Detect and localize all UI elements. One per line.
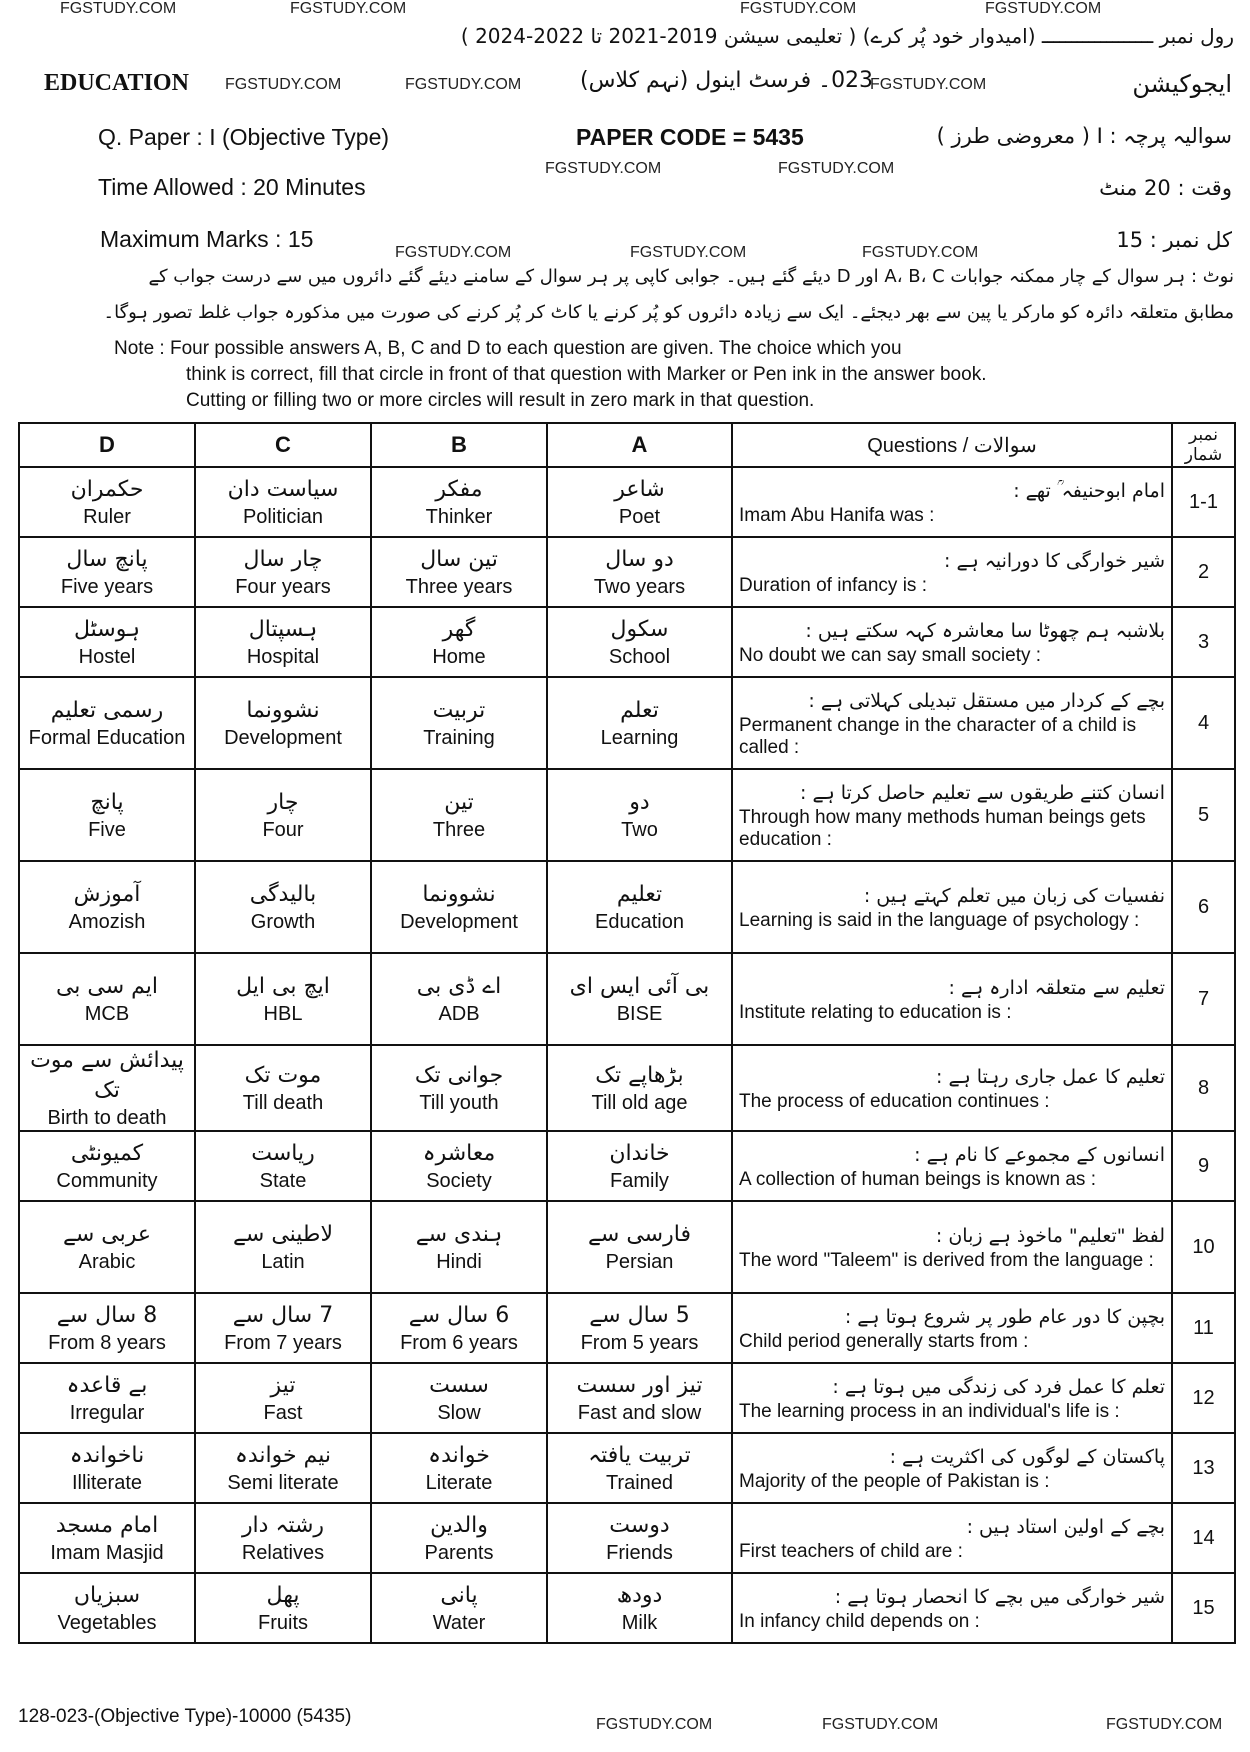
option-c-cell	[195, 467, 371, 537]
option-b-urdu: نشوونما	[422, 882, 496, 907]
footer-code: 128-023-(Objective Type)-10000 (5435)	[18, 1706, 352, 1727]
question-row	[19, 1573, 1235, 1643]
option-c-header: C	[195, 423, 371, 467]
watermark: FGSTUDY.COM	[870, 76, 987, 93]
question-text-english: The learning process in an individual's life is :	[739, 1401, 1120, 1422]
option-d-cell	[19, 607, 195, 677]
option-d-english: Imam Masjid	[50, 1542, 164, 1564]
option-c-english: Four years	[235, 576, 331, 598]
note-english-line-2: think is correct, fill that circle in front of that question with Marker or Pen ink in the answer book.	[186, 364, 987, 385]
note-urdu-line-2: مطابق متعلقہ دائرہ کو مارکر یا پین سے بھر دیجئے۔ ایک سے زیادہ دائروں کو پُر کرنے یا کاٹ کر پُر کرنے کی صورت میں مذکورہ جواب غلط تصور ہوگا۔	[103, 302, 1234, 323]
watermark: FGSTUDY.COM	[545, 160, 662, 177]
table-header-row	[19, 423, 1235, 467]
question-text-urdu: امام ابوحنیفہ ؒ تھے :	[1013, 480, 1165, 502]
option-d-english: Community	[56, 1170, 158, 1192]
question-number: 10	[1172, 1201, 1235, 1293]
option-c-cell	[195, 1293, 371, 1363]
question-number: 7	[1172, 953, 1235, 1045]
note-english-line-1: Note : Four possible answers A, B, C and D to each question are given. The choice which you	[114, 338, 902, 359]
option-c-cell	[195, 1503, 371, 1573]
option-b-english: Literate	[425, 1472, 493, 1494]
option-b-cell	[371, 467, 547, 537]
option-a-english: Fast and slow	[577, 1402, 702, 1424]
option-a-urdu: دوست	[609, 1513, 670, 1538]
watermark: FGSTUDY.COM	[405, 76, 522, 93]
option-a-cell	[547, 677, 732, 769]
option-c-cell	[195, 1131, 371, 1201]
option-c-urdu: پھل	[266, 1583, 300, 1608]
option-b-cell	[371, 1433, 547, 1503]
option-a-urdu: بڑھاپے تک	[595, 1063, 684, 1088]
option-c-cell	[195, 1201, 371, 1293]
option-a-urdu: بی آئی ایس ای	[569, 974, 710, 999]
question-cell	[732, 607, 1172, 677]
question-cell	[732, 953, 1172, 1045]
question-number: 5	[1172, 769, 1235, 861]
option-a-english: Learning	[600, 727, 679, 749]
option-a-english: Persian	[605, 1251, 674, 1273]
option-b-english: Slow	[437, 1402, 481, 1424]
option-a-english: Poet	[618, 506, 661, 528]
option-c-urdu: تیز	[270, 1373, 296, 1398]
question-text-urdu: نفسیات کی زبان میں تعلم کہتے ہیں :	[863, 885, 1165, 907]
option-d-english: From 8 years	[48, 1332, 166, 1354]
option-a-english: Family	[610, 1170, 669, 1192]
paper-type-en: Q. Paper : I (Objective Type)	[98, 124, 390, 150]
option-d-english: Irregular	[69, 1402, 145, 1424]
option-b-english: Hindi	[436, 1251, 482, 1273]
option-c-cell	[195, 1363, 371, 1433]
question-row	[19, 537, 1235, 607]
option-a-cell	[547, 1293, 732, 1363]
question-row	[19, 677, 1235, 769]
option-b-english: Development	[400, 911, 518, 933]
option-a-cell	[547, 861, 732, 953]
option-a-cell	[547, 1045, 732, 1131]
option-d-urdu: کمیونٹی	[70, 1141, 144, 1166]
option-b-english: Parents	[424, 1542, 494, 1564]
question-text-urdu: تعلیم سے متعلقہ ادارہ ہے :	[948, 977, 1165, 999]
option-d-cell	[19, 467, 195, 537]
option-d-english: Birth to death	[47, 1107, 167, 1129]
option-a-urdu: 5 سال سے	[589, 1303, 690, 1328]
option-d-urdu: ایم سی بی	[55, 974, 159, 999]
question-number: 11	[1172, 1293, 1235, 1363]
question-row	[19, 467, 1235, 537]
option-a-urdu: شاعر	[614, 477, 665, 502]
question-number: 9	[1172, 1131, 1235, 1201]
option-b-urdu: معاشرہ	[422, 1141, 496, 1166]
question-row	[19, 1503, 1235, 1573]
option-c-cell	[195, 953, 371, 1045]
option-a-english: BISE	[616, 1003, 663, 1025]
question-text-english: First teachers of child are :	[739, 1541, 963, 1562]
question-row	[19, 1045, 1235, 1131]
option-b-urdu: پانی	[440, 1583, 478, 1608]
maximum-marks-en: Maximum Marks : 15	[100, 226, 314, 252]
question-number: 4	[1172, 677, 1235, 769]
option-c-cell	[195, 677, 371, 769]
option-d-cell	[19, 1433, 195, 1503]
option-a-english: School	[608, 646, 671, 668]
paper-type-ur: سوالیہ پرچہ : I ( معروضی طرز )	[936, 124, 1232, 148]
option-b-cell	[371, 953, 547, 1045]
subject-title-en: EDUCATION	[44, 70, 189, 96]
option-b-english: Three	[432, 819, 486, 841]
option-d-english: Vegetables	[57, 1612, 157, 1634]
question-text-urdu: بچے کے اولین استاد ہیں :	[966, 1516, 1165, 1538]
option-a-cell	[547, 1573, 732, 1643]
option-a-english: Trained	[605, 1472, 674, 1494]
option-b-english: Three years	[405, 576, 513, 598]
option-d-urdu: آموزش	[73, 882, 141, 907]
option-b-cell	[371, 607, 547, 677]
option-a-header: A	[547, 423, 732, 467]
option-d-urdu: رسمی تعلیم	[50, 698, 164, 723]
option-c-cell	[195, 1573, 371, 1643]
option-b-cell	[371, 1363, 547, 1433]
question-cell	[732, 1201, 1172, 1293]
question-text-english: Through how many methods human beings gets education :	[739, 807, 1146, 850]
option-b-cell	[371, 861, 547, 953]
question-row	[19, 607, 1235, 677]
option-b-english: ADB	[438, 1003, 480, 1025]
option-c-english: Till death	[242, 1092, 324, 1114]
question-cell	[732, 861, 1172, 953]
watermark: FGSTUDY.COM	[822, 1716, 939, 1733]
option-c-english: From 7 years	[224, 1332, 342, 1354]
watermark: FGSTUDY.COM	[60, 0, 177, 17]
option-b-english: Till youth	[419, 1092, 499, 1114]
option-d-english: Five years	[60, 576, 154, 598]
option-d-cell	[19, 1573, 195, 1643]
option-d-urdu: امام مسجد	[55, 1513, 159, 1538]
option-d-cell	[19, 1503, 195, 1573]
option-a-english: Till old age	[591, 1092, 688, 1114]
question-number: 3	[1172, 607, 1235, 677]
option-c-english: HBL	[263, 1003, 303, 1025]
option-c-english: Fast	[263, 1402, 303, 1424]
question-text-english: A collection of human beings is known as :	[739, 1169, 1096, 1190]
option-b-urdu: گھر	[442, 617, 476, 642]
option-c-english: Semi literate	[227, 1472, 339, 1494]
question-row	[19, 861, 1235, 953]
question-number: 13	[1172, 1433, 1235, 1503]
watermark: FGSTUDY.COM	[395, 244, 512, 261]
option-b-urdu: جوانی تک	[414, 1063, 504, 1088]
watermark: FGSTUDY.COM	[862, 244, 979, 261]
option-a-english: Friends	[606, 1542, 673, 1564]
option-a-urdu: خاندان	[609, 1141, 670, 1166]
question-number: 1-1	[1172, 467, 1235, 537]
option-c-english: Four	[262, 819, 304, 841]
option-c-english: Development	[224, 727, 342, 749]
questions-body	[19, 467, 1235, 1643]
option-a-cell	[547, 1131, 732, 1201]
maximum-marks-ur: کل نمبر : 15	[1116, 228, 1232, 252]
question-text-english: No doubt we can say small society :	[739, 645, 1042, 666]
option-a-urdu: سکول	[610, 617, 669, 642]
option-b-urdu: ہندی سے	[415, 1222, 503, 1247]
option-d-urdu: پیدائش سے موت تک	[30, 1048, 184, 1103]
question-cell	[732, 1363, 1172, 1433]
option-b-english: Water	[432, 1612, 486, 1634]
option-d-urdu: ہوسٹل	[74, 617, 140, 642]
option-c-cell	[195, 861, 371, 953]
question-text-urdu: پاکستان کے لوگوں کی اکثریت ہے :	[889, 1446, 1165, 1468]
option-c-urdu: 7 سال سے	[232, 1303, 334, 1328]
question-cell	[732, 1573, 1172, 1643]
question-number: 8	[1172, 1045, 1235, 1131]
option-d-urdu: 8 سال سے	[56, 1303, 158, 1328]
note-english-line-3: Cutting or filling two or more circles will result in zero mark in that question.	[186, 390, 815, 411]
question-row	[19, 1201, 1235, 1293]
option-b-urdu: اے ڈی بی	[416, 974, 502, 999]
question-text-urdu: بچپن کا دور عام طور پر شروع ہوتا ہے :	[844, 1306, 1165, 1328]
question-row	[19, 1293, 1235, 1363]
note-urdu-line-1: نوٹ : ہر سوال کے چار ممکنہ جوابات A، B، C اور D دیئے گئے ہیں۔ جوابی کاپی پر ہر سوال کے سامنے دیئے گئے دائروں میں سے درست جواب کے	[148, 266, 1234, 287]
question-cell	[732, 677, 1172, 769]
questions-header: Questions / سوالات	[732, 423, 1172, 467]
question-text-english: The word "Taleem" is derived from the language :	[739, 1250, 1154, 1271]
option-d-cell	[19, 677, 195, 769]
option-c-english: Politician	[242, 506, 324, 528]
question-row	[19, 1363, 1235, 1433]
option-c-cell	[195, 537, 371, 607]
option-c-cell	[195, 1045, 371, 1131]
option-b-header: B	[371, 423, 547, 467]
option-b-cell	[371, 677, 547, 769]
option-a-cell	[547, 607, 732, 677]
option-a-english: Two years	[593, 576, 686, 598]
option-d-cell	[19, 1045, 195, 1131]
option-c-urdu: ایچ بی ایل	[236, 974, 330, 999]
option-c-urdu: موت تک	[244, 1063, 322, 1088]
question-row	[19, 953, 1235, 1045]
option-a-cell	[547, 537, 732, 607]
time-allowed-ur: وقت : 20 منٹ	[1099, 176, 1232, 200]
option-b-cell	[371, 1573, 547, 1643]
option-d-english: Arabic	[78, 1251, 136, 1273]
question-text-urdu: لفظ "تعلیم" ماخوذ ہے زبان :	[935, 1225, 1165, 1247]
option-b-urdu: والدین	[430, 1513, 488, 1538]
roll-number-line: رول نمبر ـــــــــــــــــــ (امیدوار خود پُر کرے) ( تعلیمی سیشن 2019-2021 تا 2022-2024 )	[460, 24, 1234, 48]
option-a-urdu: تعلم	[620, 698, 659, 723]
watermark: FGSTUDY.COM	[596, 1716, 713, 1733]
option-a-urdu: تربیت یافتہ	[588, 1443, 691, 1468]
option-b-urdu: مفکر	[435, 477, 483, 502]
question-cell	[732, 1131, 1172, 1201]
option-c-urdu: نشوونما	[246, 698, 320, 723]
option-a-cell	[547, 769, 732, 861]
watermark: FGSTUDY.COM	[225, 76, 342, 93]
time-allowed-en: Time Allowed : 20 Minutes	[98, 174, 366, 200]
option-b-english: Home	[432, 646, 486, 668]
option-a-english: Two	[621, 819, 658, 841]
option-c-urdu: نیم خواندہ	[234, 1443, 332, 1468]
option-b-cell	[371, 1503, 547, 1573]
question-text-english: Child period generally starts from :	[739, 1331, 1029, 1352]
question-row	[19, 1433, 1235, 1503]
question-number: 14	[1172, 1503, 1235, 1573]
option-c-english: Fruits	[258, 1612, 308, 1634]
option-b-english: From 6 years	[400, 1332, 518, 1354]
watermark: FGSTUDY.COM	[740, 0, 857, 17]
question-text-english: Duration of infancy is :	[739, 575, 927, 596]
option-d-english: Five	[88, 819, 126, 841]
option-b-urdu: خواندہ	[428, 1443, 490, 1468]
option-d-urdu: ناخواندہ	[69, 1443, 145, 1468]
option-c-english: Hospital	[246, 646, 320, 668]
option-b-urdu: تین	[444, 790, 474, 815]
question-text-english: Learning is said in the language of psychology :	[739, 910, 1140, 931]
serial-number-header: نمبر شمار	[1172, 423, 1235, 467]
question-text-english: Institute relating to education is :	[739, 1002, 1012, 1023]
option-b-cell	[371, 1293, 547, 1363]
option-d-cell	[19, 953, 195, 1045]
question-cell	[732, 1503, 1172, 1573]
option-b-urdu: 6 سال سے	[408, 1303, 510, 1328]
option-c-english: Relatives	[241, 1542, 325, 1564]
option-a-cell	[547, 953, 732, 1045]
option-c-cell	[195, 607, 371, 677]
question-text-urdu: شیر خوارگی میں بچے کا انحصار ہوتا ہے :	[834, 1586, 1165, 1608]
option-d-english: Illiterate	[71, 1472, 143, 1494]
option-b-cell	[371, 1201, 547, 1293]
question-text-english: In infancy child depends on :	[739, 1611, 980, 1632]
option-b-english: Thinker	[425, 506, 493, 528]
option-d-cell	[19, 1363, 195, 1433]
option-a-urdu: تعلیم	[616, 882, 663, 907]
class-code: 023۔ فرسٹ اینول (نہم کلاس)	[580, 68, 874, 93]
paper-code: PAPER CODE = 5435	[576, 124, 804, 150]
option-d-cell	[19, 1201, 195, 1293]
question-number: 12	[1172, 1363, 1235, 1433]
option-d-english: MCB	[84, 1003, 130, 1025]
option-c-urdu: بالیدگی	[249, 882, 317, 907]
option-b-cell	[371, 537, 547, 607]
option-d-urdu: حکمران	[70, 477, 144, 502]
question-number: 2	[1172, 537, 1235, 607]
option-a-cell	[547, 1433, 732, 1503]
option-d-english: Ruler	[83, 506, 131, 528]
question-text-english: Permanent change in the character of a child is called :	[739, 715, 1137, 758]
option-d-cell	[19, 861, 195, 953]
option-d-english: Amozish	[68, 911, 146, 933]
option-a-cell	[547, 1201, 732, 1293]
option-d-urdu: عربی سے	[62, 1222, 152, 1247]
questions-table	[18, 422, 1236, 1644]
option-d-english: Formal Education	[28, 727, 186, 749]
question-text-urdu: بلاشبہ ہم چھوٹا سا معاشرہ کہہ سکتے ہیں :	[805, 620, 1165, 642]
question-text-urdu: تعلیم کا عمل جاری رہتا ہے :	[936, 1066, 1165, 1088]
watermark: FGSTUDY.COM	[778, 160, 895, 177]
question-cell	[732, 467, 1172, 537]
option-d-header: D	[19, 423, 195, 467]
watermark: FGSTUDY.COM	[985, 0, 1102, 17]
option-c-urdu: رشتہ دار	[241, 1513, 325, 1538]
option-c-urdu: چار	[267, 790, 299, 815]
option-d-cell	[19, 1293, 195, 1363]
option-c-urdu: ریاست	[251, 1141, 315, 1166]
option-a-english: From 5 years	[580, 1332, 699, 1354]
question-cell	[732, 769, 1172, 861]
question-text-urdu: انسانوں کے مجموعے کا نام ہے :	[914, 1144, 1165, 1166]
question-cell	[732, 1045, 1172, 1131]
question-text-urdu: شیر خوارگی کا دورانیہ ہے :	[944, 550, 1165, 572]
option-d-cell	[19, 537, 195, 607]
option-c-urdu: ہسپتال	[248, 617, 318, 642]
option-a-urdu: دو	[629, 790, 650, 815]
option-d-urdu: پانچ	[90, 790, 124, 815]
option-a-urdu: دودھ	[616, 1583, 663, 1608]
option-c-cell	[195, 1433, 371, 1503]
option-c-english: State	[259, 1170, 307, 1192]
option-b-english: Society	[426, 1170, 492, 1192]
option-a-cell	[547, 467, 732, 537]
option-c-english: Growth	[250, 911, 316, 933]
option-a-english: Education	[595, 911, 684, 933]
question-text-english: The process of education continues :	[739, 1091, 1050, 1112]
option-d-urdu: پانچ سال	[66, 547, 148, 572]
option-c-english: Latin	[261, 1251, 305, 1273]
question-text-urdu: انسان کتنے طریقوں سے تعلیم حاصل کرتا ہے :	[800, 782, 1165, 804]
option-a-urdu: تیز اور سست	[576, 1373, 703, 1398]
option-b-english: Training	[423, 727, 495, 749]
question-number: 15	[1172, 1573, 1235, 1643]
option-d-cell	[19, 1131, 195, 1201]
option-b-cell	[371, 1131, 547, 1201]
option-b-cell	[371, 769, 547, 861]
option-a-cell	[547, 1503, 732, 1573]
option-b-urdu: سست	[429, 1373, 489, 1398]
question-text-urdu: تعلم کا عمل فرد کی زندگی میں ہوتا ہے :	[832, 1376, 1165, 1398]
watermark: FGSTUDY.COM	[290, 0, 407, 17]
question-text-urdu: بچے کے کردار میں مستقل تبدیلی کہلاتی ہے :	[808, 690, 1165, 712]
option-c-urdu: چار سال	[243, 547, 323, 572]
subject-title-ur: ایجوکیشن	[1132, 70, 1232, 98]
option-b-cell	[371, 1045, 547, 1131]
option-d-cell	[19, 769, 195, 861]
question-cell	[732, 537, 1172, 607]
question-row	[19, 1131, 1235, 1201]
option-b-urdu: تین سال	[420, 547, 498, 572]
question-row	[19, 769, 1235, 861]
option-d-english: Hostel	[78, 646, 136, 668]
option-b-urdu: تربیت	[432, 698, 486, 723]
option-c-urdu: سیاست دان	[227, 477, 339, 502]
question-number: 6	[1172, 861, 1235, 953]
option-d-urdu: بے قاعدہ	[66, 1373, 148, 1398]
option-a-cell	[547, 1363, 732, 1433]
watermark: FGSTUDY.COM	[630, 244, 747, 261]
option-d-urdu: سبزیاں	[73, 1583, 141, 1608]
option-c-urdu: لاطینی سے	[233, 1222, 333, 1247]
question-text-english: Majority of the people of Pakistan is :	[739, 1471, 1050, 1492]
option-a-urdu: دو سال	[605, 547, 674, 572]
option-a-english: Milk	[621, 1612, 658, 1634]
option-c-cell	[195, 769, 371, 861]
question-cell	[732, 1433, 1172, 1503]
question-cell	[732, 1293, 1172, 1363]
option-a-urdu: فارسی سے	[588, 1222, 691, 1247]
question-text-english: Imam Abu Hanifa was :	[739, 505, 935, 526]
watermark: FGSTUDY.COM	[1106, 1716, 1223, 1733]
